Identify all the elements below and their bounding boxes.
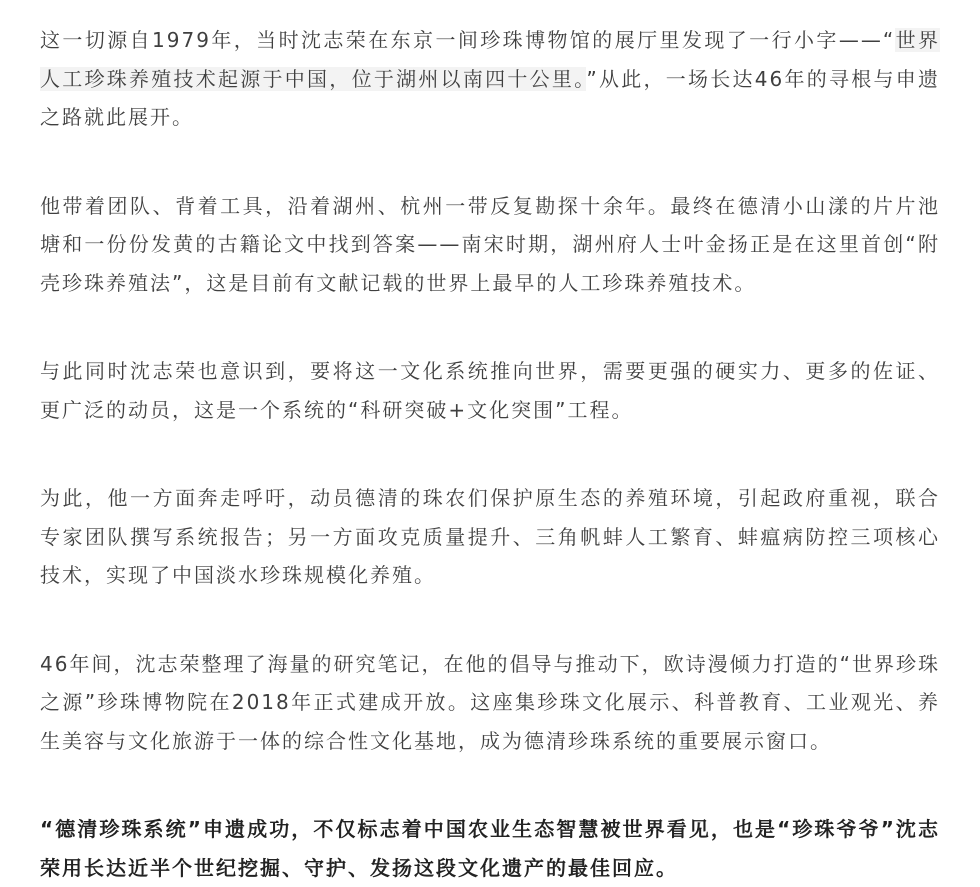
paragraph-exploration: 他带着团队、背着工具，沿着湖州、杭州一带反复勘探十余年。最终在德清小山漾的片片池塘和一份份发黄的古籍论文中找到答案——南宋时期，湖州府人士叶金扬正是在这里首创“附壳珍珠养殖法”，这是目前有文献记载的世界上最早的人工珍珠养殖技术。 (40, 193, 940, 295)
article-body (40, 21, 940, 887)
paragraph-origin-after: ”从此，一场长达46年的寻根与申遗之路就此展开。 (40, 66, 941, 129)
highlighted-quote: 世界人工珍珠养殖技术起源于中国，位于湖州以南四十公里。 (40, 28, 941, 91)
paragraph-conclusion: “德清珍珠系统”申遗成功，不仅标志着中国农业生态智慧被世界看见，也是“珍珠爷爷”沈志荣用长达近半个世纪挖掘、守护、发扬这段文化遗产的最佳回应。 (40, 817, 940, 880)
paragraph-awareness: 与此同时沈志荣也意识到，要将这一文化系统推向世界，需要更强的硬实力、更多的佐证、更广泛的动员，这是一个系统的“科研突破+文化突围”工程。 (40, 359, 940, 422)
paragraph-origin-before: 这一切源自1979年，当时沈志荣在东京一间珍珠博物馆的展厅里发现了一行小字——“ (40, 28, 896, 52)
paragraph-efforts: 为此，他一方面奔走呼吁，动员德清的珠农们保护原生态的养殖环境，引起政府重视，联合专家团队撰写系统报告；另一方面攻克质量提升、三角帆蚌人工繁育、蚌瘟病防控三项核心技术，实现了中国淡水珍珠规模化养殖。 (40, 486, 940, 587)
paragraph-museum: 46年间，沈志荣整理了海量的研究笔记，在他的倡导与推动下，欧诗漫倾力打造的“世界珍珠之源”珍珠博物院在2018年正式建成开放。这座集珍珠文化展示、科普教育、工业观光、养生美容与文化旅游于一体的综合性文化基地，成为德清珍珠系统的重要展示窗口。 (40, 651, 940, 753)
paragraph-origin (40, 21, 940, 137)
